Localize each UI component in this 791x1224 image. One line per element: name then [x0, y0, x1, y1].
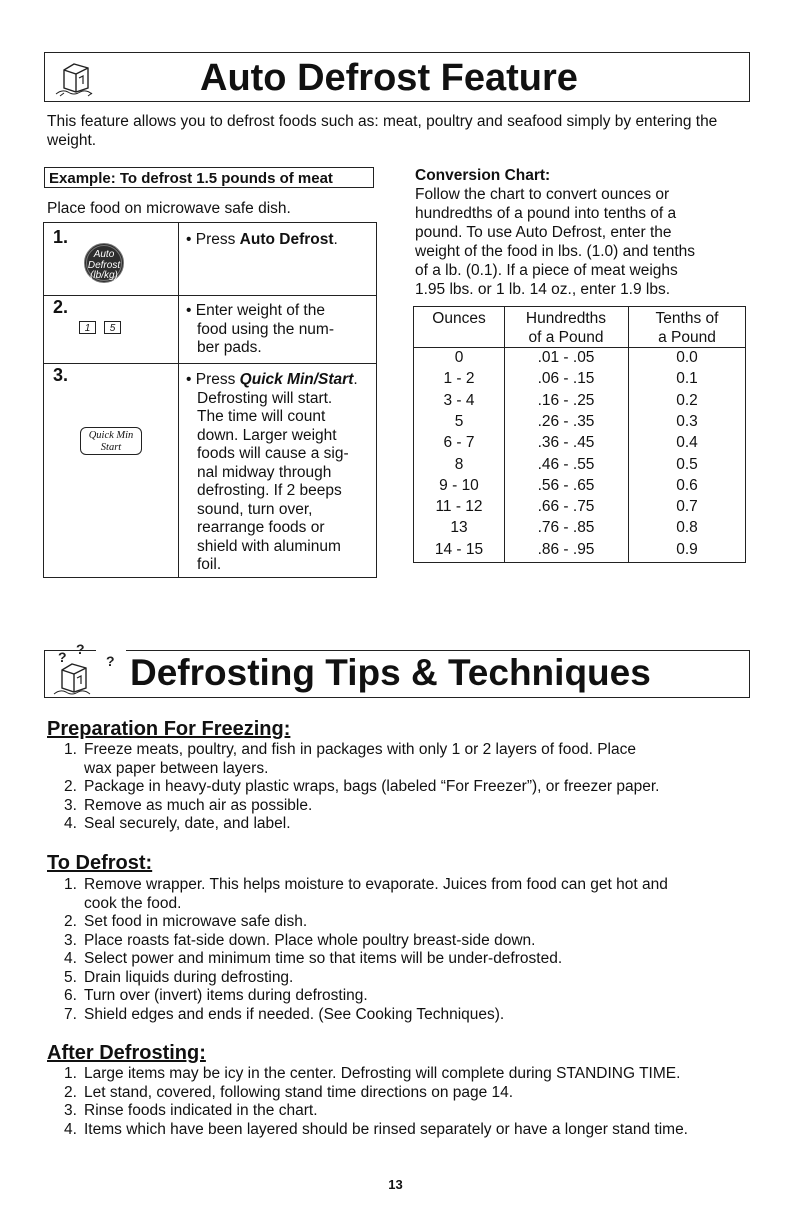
list-item: 4. Select power and minimum time so that items will be under-defrosted. [64, 950, 563, 967]
header-line: Ounces [432, 310, 486, 327]
step-line: nal midway through [197, 463, 332, 481]
step-rest: . [333, 231, 338, 248]
table-cell-tenths: 0.9 [676, 540, 698, 558]
step-line: sound, turn over, [197, 500, 313, 518]
defrost-tips-icon [48, 636, 124, 696]
table-header [628, 310, 746, 347]
step-number: 1. [53, 227, 69, 247]
step-line: • Enter weight of the [186, 302, 325, 319]
step-bold: Quick Min/Start [239, 371, 354, 388]
step-line: foil. [197, 556, 222, 573]
step-line: rearrange foods or [197, 519, 325, 536]
number-key-icon: 5 [104, 321, 121, 334]
place-text: Place food on microwave safe dish. [47, 200, 291, 217]
table-cell-hundredths: .76 - .85 [537, 519, 595, 537]
table-cell-ounces: 11 - 12 [435, 498, 483, 516]
button-line: Defrost [87, 259, 121, 271]
page-number: 13 [388, 1177, 403, 1192]
defrost-box-icon [52, 56, 100, 98]
conversion-table [413, 306, 746, 563]
freezing-list [64, 741, 744, 834]
step-text [186, 371, 372, 575]
list-item: 5. Drain liquids during defrosting. [64, 968, 294, 986]
table-cell-hundredths: .01 - .05 [537, 349, 595, 366]
table-cell-tenths: 0.2 [676, 391, 698, 409]
step-line: foods will cause a sig- [197, 445, 349, 462]
header-line: Hundredths [525, 310, 607, 327]
conversion-line: pound. To use Auto Defrost, enter the [415, 224, 672, 241]
conversion-line: weight of the food in lbs. (1.0) and tenths [415, 243, 696, 260]
step-line: ber pads. [197, 339, 262, 356]
conversion-line: 1.95 lbs. or 1 lb. 14 oz., enter 1.9 lbs. [415, 281, 671, 298]
table-cell-hundredths: .36 - .45 [537, 434, 595, 452]
tips-title: Defrosting Tips & Techniques [130, 652, 651, 693]
table-cell-ounces: 14 - 15 [434, 540, 484, 558]
table-cell-tenths: 0.4 [676, 434, 698, 452]
conversion-text [415, 185, 745, 299]
table-cell-ounces: 9 - 10 [439, 476, 479, 494]
list-item: 1. Freeze meats, poultry, and fish in packages with only 1 or 2 layers of food. Place wax paper between layers. [64, 741, 636, 777]
step-bullet: • Press [186, 371, 240, 388]
svg-text:?: ? [76, 641, 85, 657]
table-cell-ounces: 13 [450, 519, 468, 537]
table-cell-tenths: 0.7 [676, 498, 698, 516]
step-bullet: • Press [186, 231, 240, 248]
table-cell-tenths: 0.5 [676, 455, 698, 473]
list-item: 1. Large items may be icy in the center. Defrosting will complete during STANDING TIME. [64, 1065, 681, 1082]
header-line: Tenths of [655, 310, 719, 327]
table-header [504, 310, 628, 347]
conversion-title: Conversion Chart: [415, 167, 551, 184]
auto-defrost-title: Auto Defrost Feature [200, 57, 578, 99]
list-item: 2. Set food in microwave safe dish. [64, 913, 308, 930]
list-item: 1. Remove wrapper. This helps moisture to evaporate. Juices from food can get hot and cook the food. [64, 876, 668, 912]
step-line: defrosting. If 2 beeps [197, 482, 342, 499]
number-key-icon: 1 [79, 321, 96, 334]
table-cell-ounces: 6 - 7 [443, 434, 475, 452]
table-cell-tenths: 0.0 [676, 349, 698, 366]
intro-text: This feature allows you to defrost foods such as: meat, poultry and seafood simply by entering the weight. [47, 113, 718, 149]
table-cell-tenths: 0.3 [676, 412, 698, 430]
step-line: The time will count [197, 408, 326, 425]
button-line: Auto [93, 249, 115, 260]
step-bold: Auto Defrost [239, 231, 334, 248]
table-cell-hundredths: .26 - .35 [537, 412, 595, 430]
step-number: 3. [53, 365, 69, 385]
list-item: 4. Seal securely, date, and label. [64, 815, 291, 832]
button-line: Quick Min [88, 430, 134, 441]
example-label: Example: To defrost 1.5 pounds of meat [44, 167, 374, 188]
defrost-list [64, 876, 744, 1024]
section-heading: Preparation For Freezing: [47, 718, 291, 740]
section-heading: To Defrost: [47, 852, 153, 874]
step-line: down. Larger weight [197, 426, 337, 444]
table-cell-hundredths: .16 - .25 [537, 391, 595, 409]
button-line: (lb/kg) [90, 270, 118, 281]
table-cell-hundredths: .86 - .95 [537, 540, 595, 558]
list-item: 3. Rinse foods indicated in the chart. [64, 1102, 318, 1119]
step-number: 2. [53, 297, 69, 317]
section-heading: After Defrosting: [47, 1042, 206, 1064]
list-item: 3. Remove as much air as possible. [64, 796, 313, 814]
table-cell-ounces: 8 [454, 455, 464, 473]
table-cell-ounces: 1 - 2 [443, 370, 475, 388]
list-item: 6. Turn over (invert) items during defrosting. [64, 987, 368, 1004]
table-cell-ounces: 3 - 4 [443, 391, 475, 409]
step-line: Defrosting will start. [197, 389, 333, 407]
step-text [186, 231, 372, 250]
table-cell-tenths: 0.1 [676, 370, 698, 388]
list-item: 2. Package in heavy-duty plastic wraps, bags (labeled “For Freezer”), or freezer paper. [64, 778, 660, 795]
conversion-line: hundredths of a pound into tenths of a [415, 205, 677, 222]
auto-defrost-button-icon [84, 243, 124, 283]
table-cell-tenths: 0.8 [676, 519, 698, 537]
table-cell-ounces: 5 [454, 412, 464, 430]
step-rest: . [353, 371, 358, 388]
table-cell-hundredths: .66 - .75 [537, 498, 595, 516]
table-cell-ounces: 0 [454, 349, 464, 366]
list-item: 3. Place roasts fat-side down. Place whole poultry breast-side down. [64, 931, 536, 949]
step-line: shield with aluminum [197, 537, 341, 555]
step-text [186, 302, 372, 358]
table-cell-hundredths: .06 - .15 [537, 370, 595, 388]
header-line: a Pound [658, 328, 716, 346]
conversion-line: of a lb. (0.1). If a piece of meat weighs [415, 262, 678, 279]
table-header [414, 310, 504, 329]
list-item: 7. Shield edges and ends if needed. (See Cooking Techniques). [64, 1005, 505, 1023]
list-item: 4. Items which have been layered should be rinsed separately or have a longer stand time. [64, 1120, 688, 1138]
button-line: Start [100, 442, 122, 453]
steps-table [43, 222, 377, 578]
conversion-line: Follow the chart to convert ounces or [415, 186, 670, 203]
svg-text:?: ? [106, 653, 115, 669]
svg-text:?: ? [58, 649, 67, 665]
table-cell-tenths: 0.6 [676, 476, 698, 494]
table-cell-hundredths: .56 - .65 [537, 476, 595, 494]
table-cell-hundredths: .46 - .55 [537, 455, 595, 473]
list-item: 2. Let stand, covered, following stand time directions on page 14. [64, 1083, 514, 1101]
quick-min-start-button-icon [80, 427, 142, 455]
header-line: of a Pound [528, 328, 604, 346]
step-line: food using the num- [197, 320, 335, 338]
after-defrost-list [64, 1065, 754, 1139]
